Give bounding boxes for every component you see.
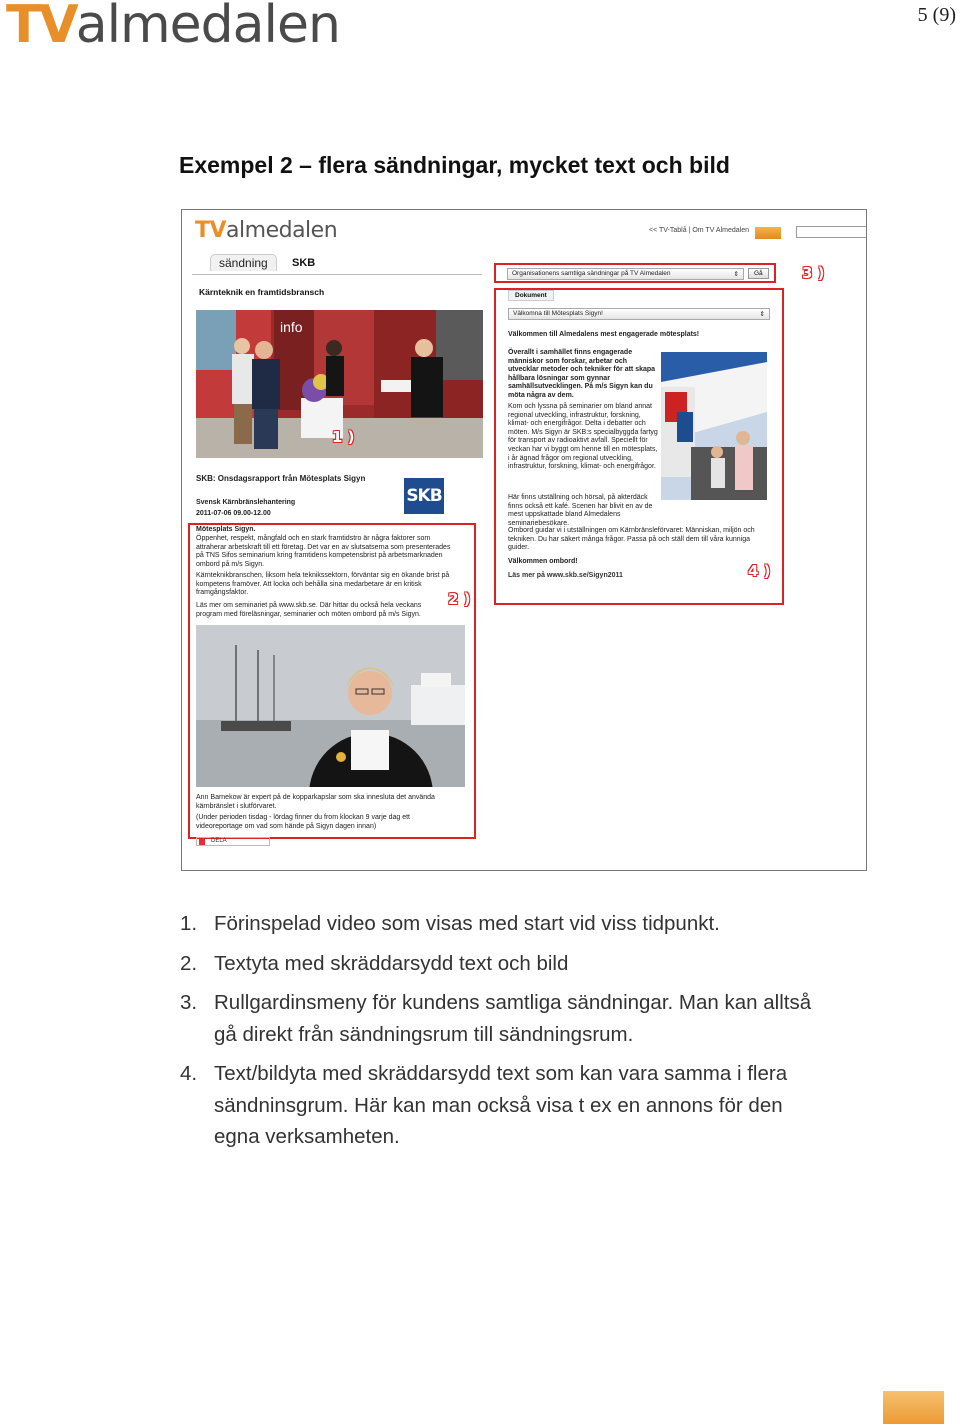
broadcast-dropdown[interactable] [507, 268, 744, 280]
welcome-text-2: Här finns utställning och hörsal, på akterdäck finns också ett kafé. Scenen har blivit en av de mest uppskattade bland Almedalens seminariebesökare. [508, 494, 653, 527]
chevron-down-icon: ⇕ [733, 271, 739, 278]
screenshot-nav-links[interactable]: << TV-Tablå | Om TV Almedalen [649, 227, 749, 234]
photo-caption-2: (Under perioden tisdag - lördag finner du from klockan 9 varje dag ett videoreportage om vad som hände på Sigyn dagen innan) [196, 814, 411, 830]
list-item-text: Förinspelad video som visas med start vid viss tidpunkt. [214, 912, 720, 935]
share-button[interactable] [196, 837, 270, 846]
screenshot-logo-almedalen: almedalen [226, 218, 338, 243]
share-label: DELA [211, 838, 227, 844]
list-item [180, 1058, 820, 1153]
screenshot-tab-sandning[interactable]: sändning [210, 254, 277, 271]
welcome-text-3: Ombord guidar vi i utställningen om Kärnbränsleförvaret: Människan, miljön och tekniken. Du har säkert många frågor. Passa på och ställ dem till våra kunniga guider. [508, 527, 755, 552]
marker-1: 1 ) [332, 428, 355, 446]
list-item [180, 948, 820, 980]
photo-info-sign: info [280, 319, 303, 335]
list-item-number: 3. [180, 991, 198, 1014]
harbour-portrait-photo [196, 625, 465, 787]
tab-dokument[interactable]: Dokument [508, 290, 554, 301]
welcome-intro: Överallt i samhället finns engagerade människor som forskar, arbetar och utvecklar metoder och tekniker för att skapa hållbara lösningar som gynnar samhällsutvecklingen. På m/s Sigyn kan du möta några av dem. [508, 349, 656, 399]
document-select[interactable] [508, 308, 770, 320]
logo-almedalen: almedalen [75, 0, 340, 55]
marker-4: 4 ) [748, 562, 771, 580]
text-paragraph-2: Kärnteknikbranschen, liksom hela teknikssektorn, förväntar sig en ökande brist på kompetens framöver. Att locka och behålla sina medarbetare är en kritisk framgångsfaktor. [196, 572, 450, 597]
list-item-text: Rullgardinsmeny för kundens samtliga sändningar. Man kan alltså gå direkt från sändningsrum till sändningsrum. [214, 991, 812, 1046]
welcome-sign-off: Välkommen ombord! [508, 558, 578, 565]
tv-almedalen-logo [6, 0, 340, 54]
plus-icon [199, 839, 205, 845]
page-title: Exempel 2 – flera sändningar, mycket text och bild [179, 152, 730, 178]
screenshot-search-input[interactable] [796, 226, 866, 238]
list-item-text: Textyta med skräddarsydd text och bild [214, 951, 569, 975]
list-item [180, 987, 820, 1050]
text-heading: Mötesplats Sigyn. [196, 526, 256, 533]
screenshot-subtitle: Kärnteknik en framtidsbransch [199, 287, 325, 297]
explanation-list [180, 908, 820, 1161]
chevron-down-icon: ⇕ [759, 311, 765, 318]
document-select-value: Välkomna till Mötesplats Sigyn! [513, 310, 603, 317]
ship-photo [661, 352, 767, 500]
example-screenshot [181, 209, 867, 871]
screenshot-logo [195, 218, 337, 243]
list-item-number: 1. [180, 912, 198, 935]
screenshot-logo-tv: TV [195, 218, 227, 243]
logo-tv: TV [6, 0, 76, 55]
photo-caption: Ann Barnekow är expert på de kopparkapslar som ska inneslutа det använda kärnbränslet i slutförvaret. [196, 794, 435, 810]
marker-2: 2 ) [448, 590, 471, 608]
marker-3: 3 ) [802, 264, 825, 282]
broadcast-dropdown-value: Organisationens samtliga sändningar på TV Almedalen [512, 270, 671, 277]
list-item [180, 908, 820, 940]
screenshot-tab-sponsor[interactable]: SKB [292, 257, 316, 269]
report-title: SKB: Onsdagsrapport från Mötesplats Sigyn [196, 474, 366, 483]
read-more-link[interactable]: Läs mer på www.skb.se/Sigyn2011 [508, 572, 623, 579]
text-paragraph-3: Läs mer om seminariet på www.skb.se. Där hittar du också hela veckans program med föreläsningar, seminarier och möten ombord på m/s Sigyn. [196, 602, 422, 618]
page-number: 5 (9) [917, 4, 956, 26]
report-org: Svensk Kärnbränslehantering [196, 499, 296, 506]
list-item-number: 4. [180, 1062, 198, 1085]
welcome-heading: Välkommen till Almedalens mest engagerade mötesplats! [508, 331, 700, 338]
list-item-number: 2. [180, 951, 198, 975]
text-paragraph-1: Öppenhet, respekt, mångfald och en stark framtidstro är några faktorer som attraherar arbetskraft till ett företag. Det var en av slutsatserna som presenterades på TNS Sifos seminarium kring framtidens kompetensbrist på arbetsmarknaden ombord på m/s Sigyn. [196, 535, 451, 568]
report-time: 2011-07-06 09.00-12.00 [196, 510, 271, 517]
list-item-text: Text/bildyta med skräddarsydd text som kan vara samma i flera sändninsgrum. Här kan man också visa t ex en annons för den egna verksamheten. [214, 1062, 788, 1148]
screenshot-nav-accent [755, 227, 781, 239]
footer-accent-box [883, 1391, 944, 1424]
skb-logo: SKB [404, 478, 444, 514]
welcome-text: Kom och lyssna på seminarier om bland annat regional utveckling, infrastruktur, forskning, klimat- och energifrågor. Delta i debatter och möten. M/s Sigyn är SKB:s specialbyggda fartyg för transport av radioaktivt avfall. Speciellt för veckan har vi byggt om henne till en mötesplats, i år ägnad frågor om regional utveckling, infrastruktur, forskning, klimat- och energifrågor. [508, 403, 658, 471]
go-button[interactable]: Gå [748, 268, 769, 279]
